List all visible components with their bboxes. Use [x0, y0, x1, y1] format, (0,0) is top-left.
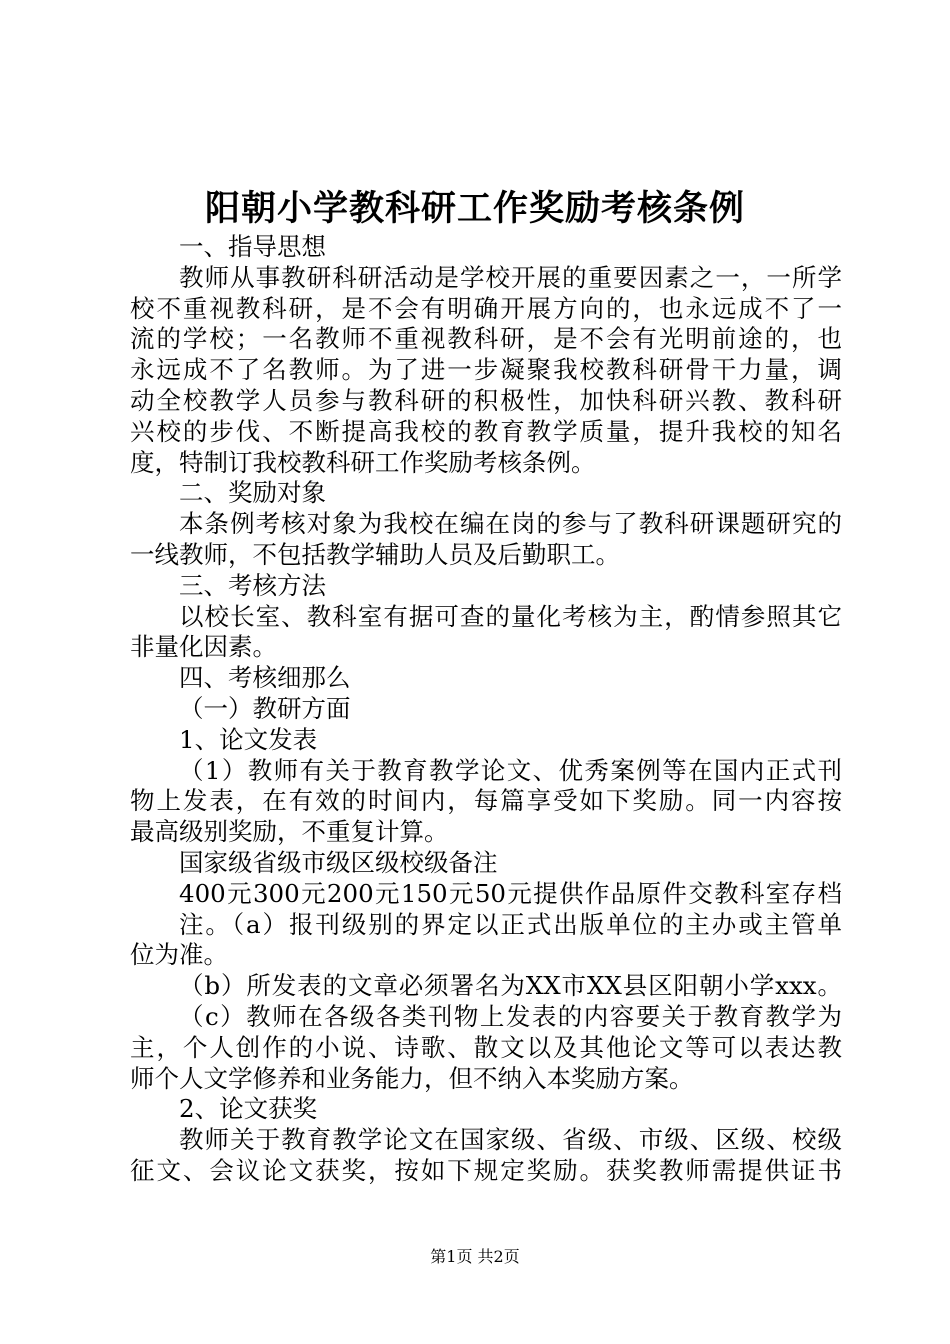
paragraph-line: 非量化因素。	[130, 632, 277, 662]
paragraph-line: 永远成不了名教师。为了进一步凝聚我校教科研骨干力量，调	[130, 355, 842, 385]
paragraph-line: 注。（a）报刊级别的界定以正式出版单位的主办或主管单	[179, 909, 842, 939]
paragraph-line: 一、指导思想	[179, 232, 326, 261]
paragraph-line: 一线教师，不包括教学辅助人员及后勤职工。	[130, 539, 620, 569]
paragraph-line: 教师关于教育教学论文在国家级、省级、市级、区级、校级	[179, 1125, 842, 1155]
paragraph-line: 教师从事教研科研活动是学校开展的重要因素之一，一所学	[179, 262, 842, 292]
paragraph-line: 物上发表，在有效的时间内，每篇享受如下奖励。同一内容按	[130, 786, 842, 816]
paragraph-line: 三、考核方法	[179, 570, 326, 600]
paragraph-line: 位为准。	[130, 940, 228, 970]
paragraph-line: 二、奖励对象	[179, 478, 326, 508]
paragraph-line: 国家级省级市级区级校级备注	[179, 847, 498, 877]
document-title: 阳朝小学教科研工作奖励考核条例	[204, 188, 745, 229]
paragraph-line: （一）教研方面	[179, 693, 351, 723]
document-body	[130, 232, 842, 1187]
paragraph-line: 流的学校；一名教师不重视教科研，是不会有光明前途的，也	[130, 324, 842, 354]
paragraph-line: （c）教师在各级各类刊物上发表的内容要关于教育教学为	[179, 1001, 843, 1031]
page-footer: 第1页 共2页	[430, 1247, 520, 1266]
paragraph-line: 以校长室、教科室有据可查的量化考核为主，酌情参照其它	[179, 601, 842, 631]
paragraph-line: 1、论文发表	[179, 724, 318, 754]
paragraph-line: 师个人文学修养和业务能力，但不纳入本奖励方案。	[130, 1063, 694, 1093]
paragraph-line: 兴校的步伐、不断提高我校的教育教学质量，提升我校的知名	[130, 416, 842, 446]
paragraph-line: 校不重视教科研，是不会有明确开展方向的，也永远成不了一	[130, 293, 842, 323]
paragraph-line: 动全校教学人员参与教科研的积极性，加快科研兴教、教科研	[130, 385, 842, 415]
paragraph-line: 四、考核细那么	[179, 663, 351, 693]
paragraph-line: 征文、会议论文获奖，按如下规定奖励。获奖教师需提供证书	[130, 1155, 842, 1185]
paragraph-line: 2、论文获奖	[179, 1094, 318, 1124]
paragraph-line: 主，个人创作的小说、诗歌、散文以及其他论文等可以表达教	[130, 1032, 842, 1062]
paragraph-line: 最高级别奖励，不重复计算。	[130, 817, 449, 847]
paragraph-line: （1）教师有关于教育教学论文、优秀案例等在国内正式刊	[179, 755, 842, 785]
paragraph-line: 本条例考核对象为我校在编在岗的参与了教科研课题研究的	[179, 509, 842, 539]
paragraph-line: （b）所发表的文章必须署名为XX市XX县区阳朝小学xxx。	[179, 971, 842, 1001]
paragraph-line: 度，特制订我校教科研工作奖励考核条例。	[130, 447, 596, 477]
paragraph-line: 400元300元200元150元50元提供作品原件交教科室存档	[179, 878, 842, 908]
